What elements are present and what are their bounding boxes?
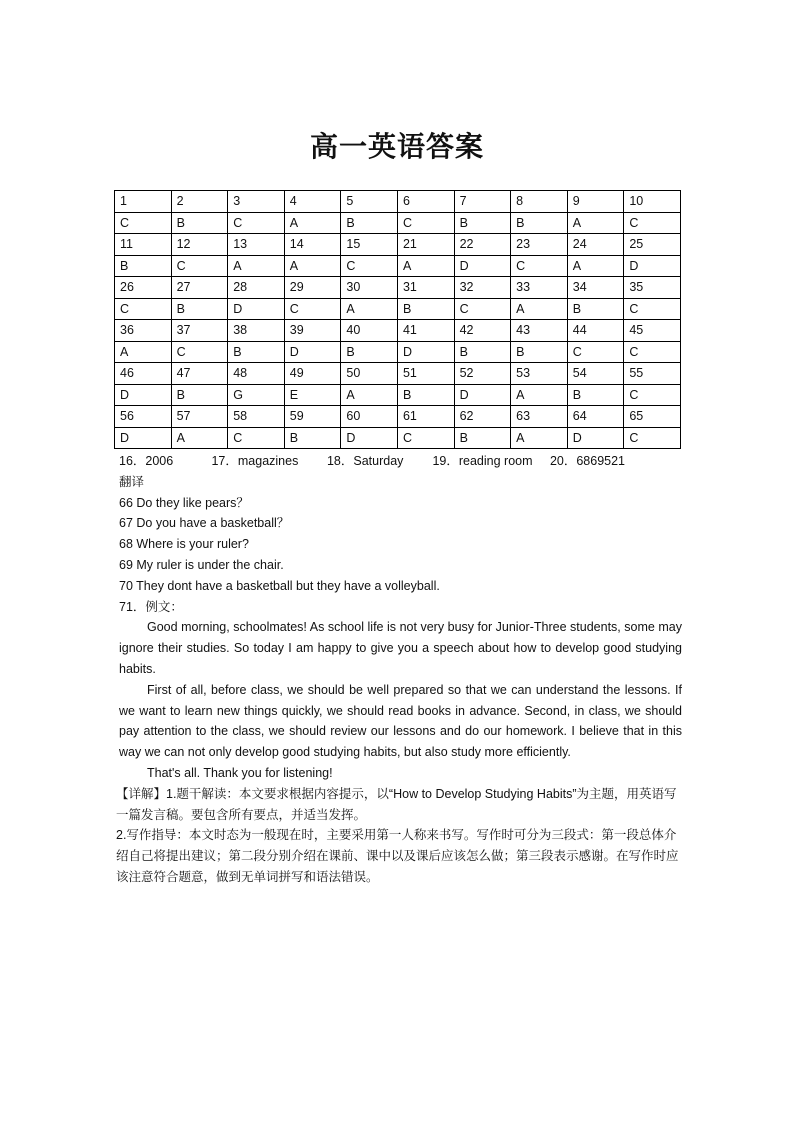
question-number-cell: 37 bbox=[171, 320, 228, 342]
question-number-cell: 32 bbox=[454, 277, 511, 299]
question-number-cell: 2 bbox=[171, 191, 228, 213]
question-number-cell: 15 bbox=[341, 234, 398, 256]
translation-heading: 翻译 bbox=[119, 474, 145, 489]
question-number-cell: 41 bbox=[397, 320, 454, 342]
question-number-cell: 27 bbox=[171, 277, 228, 299]
question-number-cell: 31 bbox=[397, 277, 454, 299]
question-number-row bbox=[115, 363, 681, 385]
question-number-cell: 44 bbox=[567, 320, 624, 342]
answer-letter-cell: C bbox=[115, 212, 172, 234]
question-number-cell: 5 bbox=[341, 191, 398, 213]
answer-letter-row bbox=[115, 255, 681, 277]
answer-letter-cell: C bbox=[228, 212, 285, 234]
question-number-cell: 51 bbox=[397, 363, 454, 385]
question-number-cell: 33 bbox=[511, 277, 568, 299]
question-number-cell: 42 bbox=[454, 320, 511, 342]
question-number-row bbox=[115, 320, 681, 342]
question-number-cell: 47 bbox=[171, 363, 228, 385]
answer-letter-cell: B bbox=[454, 212, 511, 234]
page-title: 高一英语答案 bbox=[309, 130, 484, 163]
question-number-cell: 52 bbox=[454, 363, 511, 385]
answer-letter-cell: A bbox=[397, 255, 454, 277]
answer-letter-cell: D bbox=[228, 298, 285, 320]
answer-letter-cell: D bbox=[284, 341, 341, 363]
translation-item: 66 Do they like pears？ bbox=[119, 495, 249, 510]
answer-letter-cell: E bbox=[284, 384, 341, 406]
question-number-cell: 58 bbox=[228, 406, 285, 428]
answer-letter-cell: B bbox=[171, 212, 228, 234]
fill-blank-answers bbox=[119, 451, 682, 472]
question-number-row bbox=[115, 277, 681, 299]
question-number-cell: 30 bbox=[341, 277, 398, 299]
answer-letter-cell: B bbox=[567, 298, 624, 320]
question-number-row bbox=[115, 191, 681, 213]
question-number-cell: 6 bbox=[397, 191, 454, 213]
question-number-cell: 8 bbox=[511, 191, 568, 213]
answer-letter-cell: C bbox=[397, 212, 454, 234]
detail-guidance: 2.写作指导：本文时态为一般现在时，主要采用第一人称来书写。写作时可分为三段式：第一段总体介绍自己将提出建议；第二段分别介绍在课前、课中以及课后应该怎么做；第三段表示感谢。在写作时应该注意符合题意，做到无单词拼写和语法错误。 bbox=[116, 828, 679, 884]
essay-label: 71．例文： bbox=[119, 599, 183, 614]
answer-letter-cell: A bbox=[284, 212, 341, 234]
question-number-cell: 12 bbox=[171, 234, 228, 256]
answer-table bbox=[114, 190, 681, 449]
answer-letter-cell: A bbox=[511, 427, 568, 449]
question-number-cell: 25 bbox=[624, 234, 681, 256]
question-number-cell: 64 bbox=[567, 406, 624, 428]
question-number-cell: 40 bbox=[341, 320, 398, 342]
question-number-cell: 63 bbox=[511, 406, 568, 428]
fill-answer: 18．Saturday bbox=[326, 454, 404, 468]
question-number-row bbox=[115, 234, 681, 256]
question-number-cell: 24 bbox=[567, 234, 624, 256]
answer-letter-cell: C bbox=[284, 298, 341, 320]
essay-paragraph: That's all. Thank you for listening! bbox=[147, 765, 333, 780]
answer-letter-row bbox=[115, 341, 681, 363]
answer-letter-cell: C bbox=[228, 427, 285, 449]
question-number-cell: 34 bbox=[567, 277, 624, 299]
answer-letter-cell: D bbox=[454, 384, 511, 406]
answer-letter-cell: C bbox=[171, 341, 228, 363]
question-number-cell: 45 bbox=[624, 320, 681, 342]
answer-letter-cell: C bbox=[171, 255, 228, 277]
question-number-cell: 26 bbox=[115, 277, 172, 299]
answer-letter-cell: B bbox=[511, 212, 568, 234]
question-number-cell: 59 bbox=[284, 406, 341, 428]
answer-letter-row bbox=[115, 212, 681, 234]
answer-letter-cell: A bbox=[341, 384, 398, 406]
answer-letter-cell: C bbox=[624, 427, 681, 449]
question-number-cell: 23 bbox=[511, 234, 568, 256]
question-number-cell: 61 bbox=[397, 406, 454, 428]
question-number-cell: 4 bbox=[284, 191, 341, 213]
question-number-cell: 21 bbox=[397, 234, 454, 256]
question-number-cell: 60 bbox=[341, 406, 398, 428]
answer-letter-cell: A bbox=[567, 212, 624, 234]
answer-letter-cell: D bbox=[624, 255, 681, 277]
question-number-cell: 43 bbox=[511, 320, 568, 342]
answer-letter-cell: B bbox=[171, 384, 228, 406]
answer-letter-cell: C bbox=[624, 298, 681, 320]
question-number-cell: 29 bbox=[284, 277, 341, 299]
question-number-cell: 36 bbox=[115, 320, 172, 342]
question-number-cell: 38 bbox=[228, 320, 285, 342]
question-number-cell: 46 bbox=[115, 363, 172, 385]
answer-letter-cell: B bbox=[397, 298, 454, 320]
answer-letter-cell: C bbox=[567, 341, 624, 363]
question-number-cell: 57 bbox=[171, 406, 228, 428]
answer-letter-cell: C bbox=[454, 298, 511, 320]
question-number-cell: 1 bbox=[115, 191, 172, 213]
answer-letter-cell: C bbox=[115, 298, 172, 320]
answer-letter-cell: A bbox=[115, 341, 172, 363]
essay-paragraph: Good morning, schoolmates! As school life is not very busy for Junior-Three students, some may ignore their studies. So today I am happy to give you a speech about how to develop good studying habits. bbox=[119, 620, 682, 676]
answer-letter-cell: B bbox=[341, 212, 398, 234]
answer-letter-cell: A bbox=[284, 255, 341, 277]
answer-letter-cell: D bbox=[341, 427, 398, 449]
answer-letter-cell: C bbox=[341, 255, 398, 277]
answer-letter-cell: D bbox=[454, 255, 511, 277]
question-number-cell: 49 bbox=[284, 363, 341, 385]
answer-letter-row bbox=[115, 298, 681, 320]
fill-answer: 17．magazines bbox=[211, 454, 299, 468]
answer-letter-cell: D bbox=[115, 384, 172, 406]
question-number-cell: 7 bbox=[454, 191, 511, 213]
answer-letter-cell: A bbox=[341, 298, 398, 320]
answer-letter-cell: G bbox=[228, 384, 285, 406]
question-number-cell: 9 bbox=[567, 191, 624, 213]
essay-paragraph: First of all, before class, we should be well prepared so that we can understand the lessons. If we want to learn new things quickly, we should read books in advance. Second, in class, we should pay attention to the class, we should review our lessons and do our homework. I believe that in this way we can not only develop good studying habits, but also study more efficiently. bbox=[119, 682, 682, 760]
answer-letter-cell: B bbox=[397, 384, 454, 406]
question-number-cell: 28 bbox=[228, 277, 285, 299]
answer-letter-cell: C bbox=[624, 212, 681, 234]
fill-answer: 16．2006 bbox=[119, 454, 174, 468]
fill-answer: 19．reading room bbox=[432, 454, 533, 468]
question-number-cell: 56 bbox=[115, 406, 172, 428]
answer-letter-cell: B bbox=[454, 341, 511, 363]
answer-content bbox=[116, 451, 682, 888]
question-number-cell: 53 bbox=[511, 363, 568, 385]
translation-item: 68 Where is your ruler? bbox=[119, 537, 249, 552]
question-number-cell: 50 bbox=[341, 363, 398, 385]
answer-letter-row bbox=[115, 427, 681, 449]
answer-letter-cell: C bbox=[624, 341, 681, 363]
question-number-cell: 55 bbox=[624, 363, 681, 385]
answer-letter-cell: D bbox=[115, 427, 172, 449]
answer-letter-cell: A bbox=[228, 255, 285, 277]
answer-letter-cell: D bbox=[567, 427, 624, 449]
answer-letter-cell: C bbox=[624, 384, 681, 406]
question-number-cell: 62 bbox=[454, 406, 511, 428]
answer-letter-row bbox=[115, 384, 681, 406]
translation-item: 70 They dont have a basketball but they have a volleyball. bbox=[119, 578, 440, 593]
fill-answer: 20．6869521 bbox=[549, 454, 626, 468]
answer-letter-cell: A bbox=[511, 384, 568, 406]
question-number-cell: 14 bbox=[284, 234, 341, 256]
answer-letter-cell: D bbox=[397, 341, 454, 363]
answer-letter-cell: B bbox=[511, 341, 568, 363]
question-number-cell: 35 bbox=[624, 277, 681, 299]
answer-letter-cell: B bbox=[171, 298, 228, 320]
translation-item: 69 My ruler is under the chair. bbox=[119, 557, 284, 572]
question-number-cell: 48 bbox=[228, 363, 285, 385]
question-number-cell: 10 bbox=[624, 191, 681, 213]
question-number-cell: 39 bbox=[284, 320, 341, 342]
detail-explanation: 【详解】1.题干解读：本文要求根据内容提示，以“How to Develop Studying Habits”为主题，用英语写一篇发言稿。要包含所有要点，并适当发挥。 bbox=[116, 786, 677, 822]
answer-letter-cell: B bbox=[567, 384, 624, 406]
answer-letter-cell: B bbox=[228, 341, 285, 363]
question-number-cell: 3 bbox=[228, 191, 285, 213]
question-number-cell: 54 bbox=[567, 363, 624, 385]
question-number-cell: 11 bbox=[115, 234, 172, 256]
answer-letter-cell: C bbox=[511, 255, 568, 277]
question-number-cell: 65 bbox=[624, 406, 681, 428]
question-number-cell: 13 bbox=[228, 234, 285, 256]
answer-letter-cell: B bbox=[115, 255, 172, 277]
answer-letter-cell: C bbox=[397, 427, 454, 449]
answer-letter-cell: B bbox=[454, 427, 511, 449]
question-number-row bbox=[115, 406, 681, 428]
answer-letter-cell: A bbox=[171, 427, 228, 449]
answer-letter-cell: B bbox=[341, 341, 398, 363]
answer-letter-cell: B bbox=[284, 427, 341, 449]
translation-item: 67 Do you have a basketball？ bbox=[119, 516, 290, 531]
answer-letter-cell: A bbox=[511, 298, 568, 320]
question-number-cell: 22 bbox=[454, 234, 511, 256]
answer-letter-cell: A bbox=[567, 255, 624, 277]
